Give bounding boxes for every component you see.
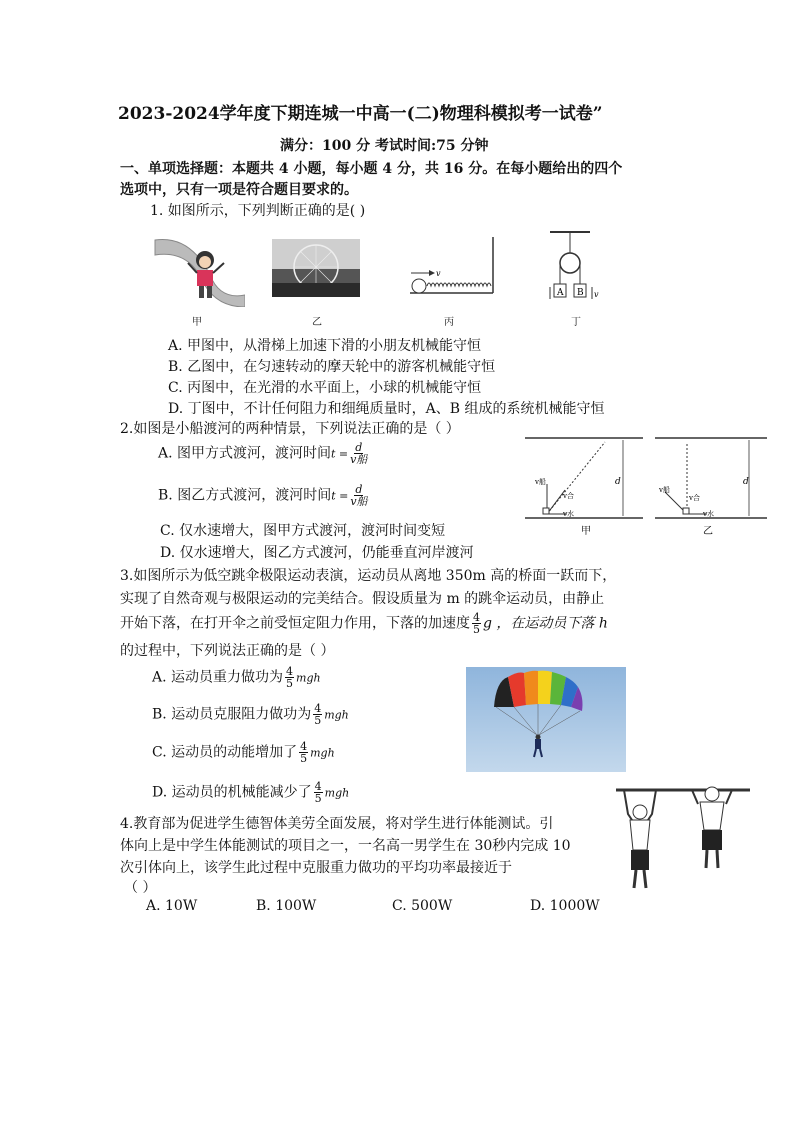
q1-fig-velocity-label: v	[436, 269, 441, 278]
q1-caption-bing: 丙	[444, 317, 454, 328]
q1-figure-pulley	[545, 229, 600, 304]
section-heading-line1: 一、单项选择题：本题共 4 小题，每小题 4 分，共 16 分。在每小题给出的四个	[120, 161, 623, 177]
q4-line4: （ ）	[124, 880, 157, 896]
q3-option-b: B. 运动员克服阻力做功为 $\frac{4}{5}$ mgh	[152, 702, 349, 727]
q3-option-d: D. 运动员的机械能减少了 $\frac{4}{5}$ mgh	[152, 780, 350, 805]
q1-caption-yi: 乙	[312, 317, 322, 328]
q1-caption-jia: 甲	[192, 317, 202, 328]
q2-option-b: B. 图乙方式渡河，渡河时间t = $\frac{d}{\text{v船}}$	[158, 483, 368, 508]
q4-option-d: D. 1000W	[530, 898, 600, 914]
q2-yi-caption: 乙	[703, 526, 713, 537]
q3-line1: 3.如图所示为低空跳伞极限运动表演，运动员从离地 350m 高的桥面一跃而下，	[120, 568, 617, 584]
q1-stem: 1. 如图所示，下列判断正确的是( )	[150, 203, 366, 219]
q1-option-c: C. 丙图中，在光滑的水平面上，小球的机械能守恒	[168, 380, 482, 396]
exam-title: 2023-2024学年度下期连城一中高一(二)物理科模拟考一试卷”	[118, 104, 603, 124]
q2-jia-vhe: v合	[563, 492, 574, 500]
q2-jia-caption: 甲	[581, 526, 591, 537]
q2-jia-vboat: v船	[535, 478, 546, 486]
q1-option-a: A. 甲图中，从滑梯上加速下滑的小朋友机械能守恒	[168, 338, 482, 354]
q1-option-b: B. 乙图中，在匀速转动的摩天轮中的游客机械能守恒	[168, 359, 496, 375]
q1-caption-ding: 丁	[571, 317, 581, 328]
q1-figure-slide	[150, 235, 245, 307]
q2-jia-vwater: v水	[563, 510, 574, 518]
q2-yi-vboat: v船	[659, 486, 670, 494]
q2-option-c: C. 仅水速增大，图甲方式渡河，渡河时间变短	[160, 523, 446, 539]
q4-line1: 4.教育部为促进学生德智体美劳全面发展，将对学生进行体能测试。引	[120, 816, 554, 832]
q1-fig-block-b: B	[577, 288, 584, 298]
q4-option-a: A. 10W	[146, 898, 198, 914]
q2-option-a: A. 图甲方式渡河，渡河时间t = $\frac{d}{\text{v船}}$	[158, 441, 368, 466]
q4-option-b: B. 100W	[256, 898, 317, 914]
q4-line2: 体向上是中学生体能测试的项目之一，一名高一男学生在 30秒内完成 10	[120, 838, 571, 854]
q1-fig-block-a: A	[557, 288, 564, 298]
q2-jia-d-label: d	[615, 477, 621, 487]
q2-yi-vhe: v合	[689, 494, 700, 502]
section-heading-line2: 选项中，只有一项是符合题目要求的。	[120, 182, 358, 198]
q3-line4: 的过程中，下列说法正确的是（ ）	[120, 643, 335, 659]
q3-line2: 实现了自然奇观与极限运动的完美结合。假设质量为 m 的跳伞运动员，由静止	[120, 591, 605, 607]
q2-figure-yi	[655, 434, 770, 539]
q3-figure-parachute	[466, 667, 626, 772]
q2-yi-vwater: v水	[703, 510, 714, 518]
q1-fig-pulley-velocity: v	[594, 290, 599, 299]
q3-option-a: A. 运动员重力做功为 $\frac{4}{5}$ mgh	[152, 665, 321, 690]
q1-figure-ferris-wheel	[272, 239, 360, 297]
q1-option-d: D. 丁图中，不计任何阻力和细绳质量时，A、B 组成的系统机械能守恒	[168, 401, 605, 417]
q2-option-d: D. 仅水速增大，图乙方式渡河，仍能垂直河岸渡河	[160, 545, 474, 561]
q3-line3: 开始下落，在打开伞之前受恒定阻力作用，下落的加速度 $\frac{4}{5}$ g ，在运动员下落 h	[120, 611, 608, 636]
q2-figure-jia	[525, 434, 645, 539]
q1-figure-spring	[405, 237, 500, 299]
q4-figure-pullup	[614, 784, 754, 899]
q4-option-c: C. 500W	[392, 898, 453, 914]
q2-yi-d-label: d	[743, 477, 749, 487]
q4-line3: 次引体向上，该学生此过程中克服重力做功的平均功率最接近于	[120, 860, 512, 876]
q3-option-c: C. 运动员的动能增加了 $\frac{4}{5}$ mgh	[152, 740, 335, 765]
q2-stem: 2.如图是小船渡河的两种情景，下列说法正确的是（ ）	[120, 421, 460, 437]
exam-meta: 满分：100 分 考试时间:75 分钟	[280, 138, 489, 154]
